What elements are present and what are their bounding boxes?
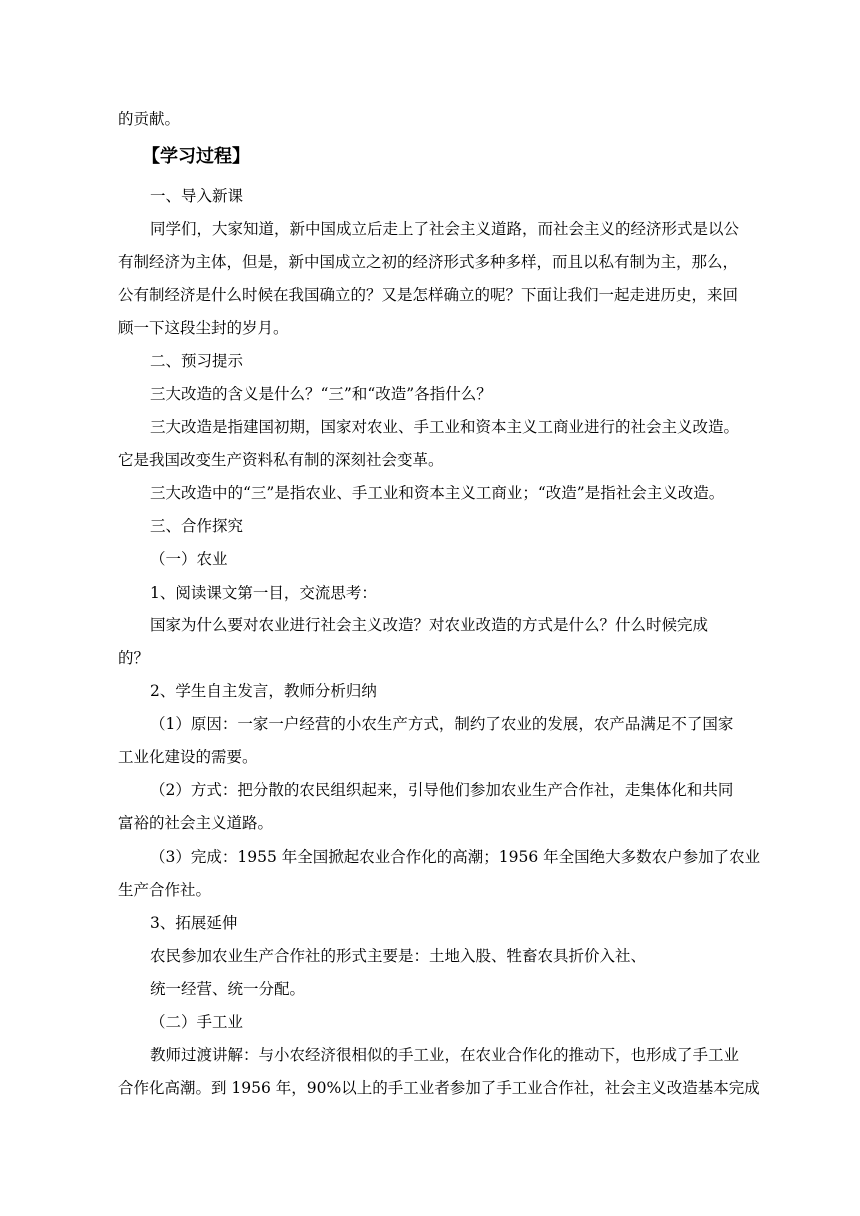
text-line: 三大改造是指建国初期，国家对农业、手工业和资本主义工商业进行的社会主义改造。 xyxy=(150,418,740,436)
text-line: 的贡献。 xyxy=(118,110,181,128)
text-line: （1）原因：一家一户经营的小农生产方式，制约了农业的发展，农产品满足不了国家 xyxy=(150,715,734,733)
subsection-heading: 二、预习提示 xyxy=(150,352,244,370)
subsection-heading: 一、导入新课 xyxy=(150,187,244,205)
text-line: 生产合作社。 xyxy=(118,881,212,899)
text-line: 有制经济为主体，但是，新中国成立之初的经济形式多种多样，而且以私有制为主，那么， xyxy=(118,253,739,271)
text-line: 公有制经济是什么时候在我国确立的？又是怎样确立的呢？下面让我们一起走进历史，来回 xyxy=(118,286,739,304)
text-line: （3）完成：1955 年全国掀起农业合作化的高潮；1956 年全国绝大多数农户参加了农业 xyxy=(150,848,761,866)
subsection-heading: 三、合作探究 xyxy=(150,517,244,535)
subsection-heading: （二）手工业 xyxy=(150,1013,244,1031)
text-line: 农民参加农业生产合作社的形式主要是：土地入股、牲畜农具折价入社、 xyxy=(150,947,647,965)
text-line: 统一经营、统一分配。 xyxy=(150,980,306,998)
text-line: 国家为什么要对农业进行社会主义改造？对农业改造的方式是什么？什么时候完成 xyxy=(150,616,709,634)
text-line: 教师过渡讲解：与小农经济很相似的手工业，在农业合作化的推动下，也形成了手工业 xyxy=(150,1046,740,1064)
text-line: 2、学生自主发言，教师分析归纳 xyxy=(150,682,377,700)
text-line: （2）方式：把分散的农民组织起来，引导他们参加农业生产合作社，走集体化和共同 xyxy=(150,781,734,799)
text-line: 同学们，大家知道，新中国成立后走上了社会主义道路，而社会主义的经济形式是以公 xyxy=(150,220,740,238)
text-line: 富裕的社会主义道路。 xyxy=(118,814,274,832)
text-line: 顾一下这段尘封的岁月。 xyxy=(118,319,289,337)
text-line: 的？ xyxy=(118,649,150,667)
text-line: 三大改造中的“三”是指农业、手工业和资本主义工商业；“改造”是指社会主义改造。 xyxy=(150,484,725,502)
subsection-heading: （一）农业 xyxy=(150,550,228,568)
text-line: 合作化高潮。到 1956 年，90%以上的手工业者参加了手工业合作社，社会主义改造基本完成 xyxy=(118,1079,760,1097)
text-line: 它是我国改变生产资料私有制的深刻社会变革。 xyxy=(118,451,444,469)
text-line: 1、阅读课文第一目，交流思考： xyxy=(150,584,377,602)
text-line: 工业化建设的需要。 xyxy=(118,748,258,766)
text-line: 三大改造的含义是什么？“三”和“改造”各指什么？ xyxy=(150,385,492,403)
text-line: 3、拓展延伸 xyxy=(150,914,238,932)
section-heading: 【学习过程】 xyxy=(142,146,250,167)
